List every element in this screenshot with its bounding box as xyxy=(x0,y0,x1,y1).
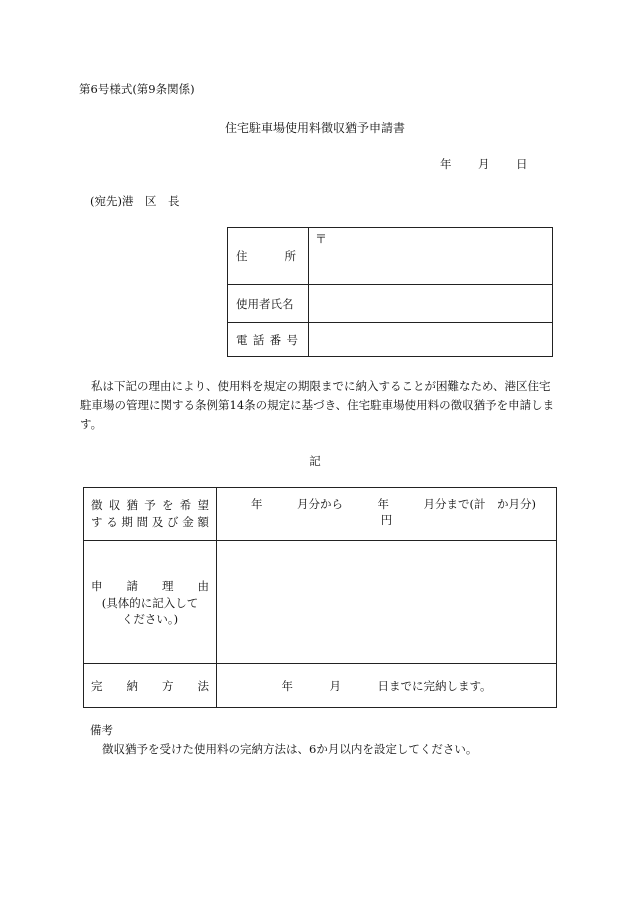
from-month: 月分から xyxy=(297,497,343,511)
details-table xyxy=(83,487,557,708)
addressee: (宛先)港 区 長 xyxy=(90,194,180,208)
pay-day: 日までに完納します。 xyxy=(377,678,492,693)
phone-label: 電 話 番 号 xyxy=(228,323,309,357)
pay-year: 年 xyxy=(281,678,293,693)
form-id: 第6号様式(第9条関係) xyxy=(79,82,195,96)
reason-field[interactable] xyxy=(217,541,557,664)
period-amount-field[interactable] xyxy=(217,488,557,541)
phone-field[interactable] xyxy=(309,323,553,357)
applicant-table xyxy=(227,227,553,357)
date-line xyxy=(440,156,528,172)
to-month: 月分まで(計 か月分) xyxy=(423,497,536,511)
table-row xyxy=(228,228,553,285)
payment-method-label: 完 納 方 法 xyxy=(84,664,217,708)
table-row xyxy=(84,541,557,664)
notes-text: 徴収猶予を受けた使用料の完納方法は、6か月以内を設定してください。 xyxy=(102,742,478,756)
user-name-label: 使用者氏名 xyxy=(228,285,309,323)
postal-mark: 〒 xyxy=(315,232,328,246)
user-name-field[interactable] xyxy=(309,285,553,323)
date-month: 月 xyxy=(478,157,490,171)
yen-label: 円 xyxy=(380,513,393,527)
application-statement: 私は下記の理由により、使用料を規定の期限までに納入することが困難なため、港区住宅駐車場の管理に関する条例第14条の規定に基づき、住宅駐車場使用料の徴収猶予を申請します。 xyxy=(80,379,555,431)
ki-heading: 記 xyxy=(309,454,321,468)
date-year: 年 xyxy=(440,157,452,171)
document-title: 住宅駐車場使用料徴収猶予申請書 xyxy=(224,121,405,135)
table-row xyxy=(84,488,557,541)
table-row xyxy=(84,664,557,708)
table-row xyxy=(228,323,553,357)
notes-title: 備考 xyxy=(90,723,113,737)
payment-method-field[interactable] xyxy=(217,664,557,708)
address-field[interactable] xyxy=(309,228,553,285)
pay-month: 月 xyxy=(329,678,341,693)
reason-label: 申 請 理 由 (具体的に記入して ください。) xyxy=(84,541,217,664)
date-day: 日 xyxy=(516,157,528,171)
table-row xyxy=(228,285,553,323)
to-year: 年 xyxy=(377,497,389,511)
period-amount-label: 徴 収 猶 予 を 希 望 す る 期 間 及 び 金 額 xyxy=(84,488,217,541)
from-year: 年 xyxy=(251,497,263,511)
address-label: 住 所 xyxy=(228,228,309,285)
